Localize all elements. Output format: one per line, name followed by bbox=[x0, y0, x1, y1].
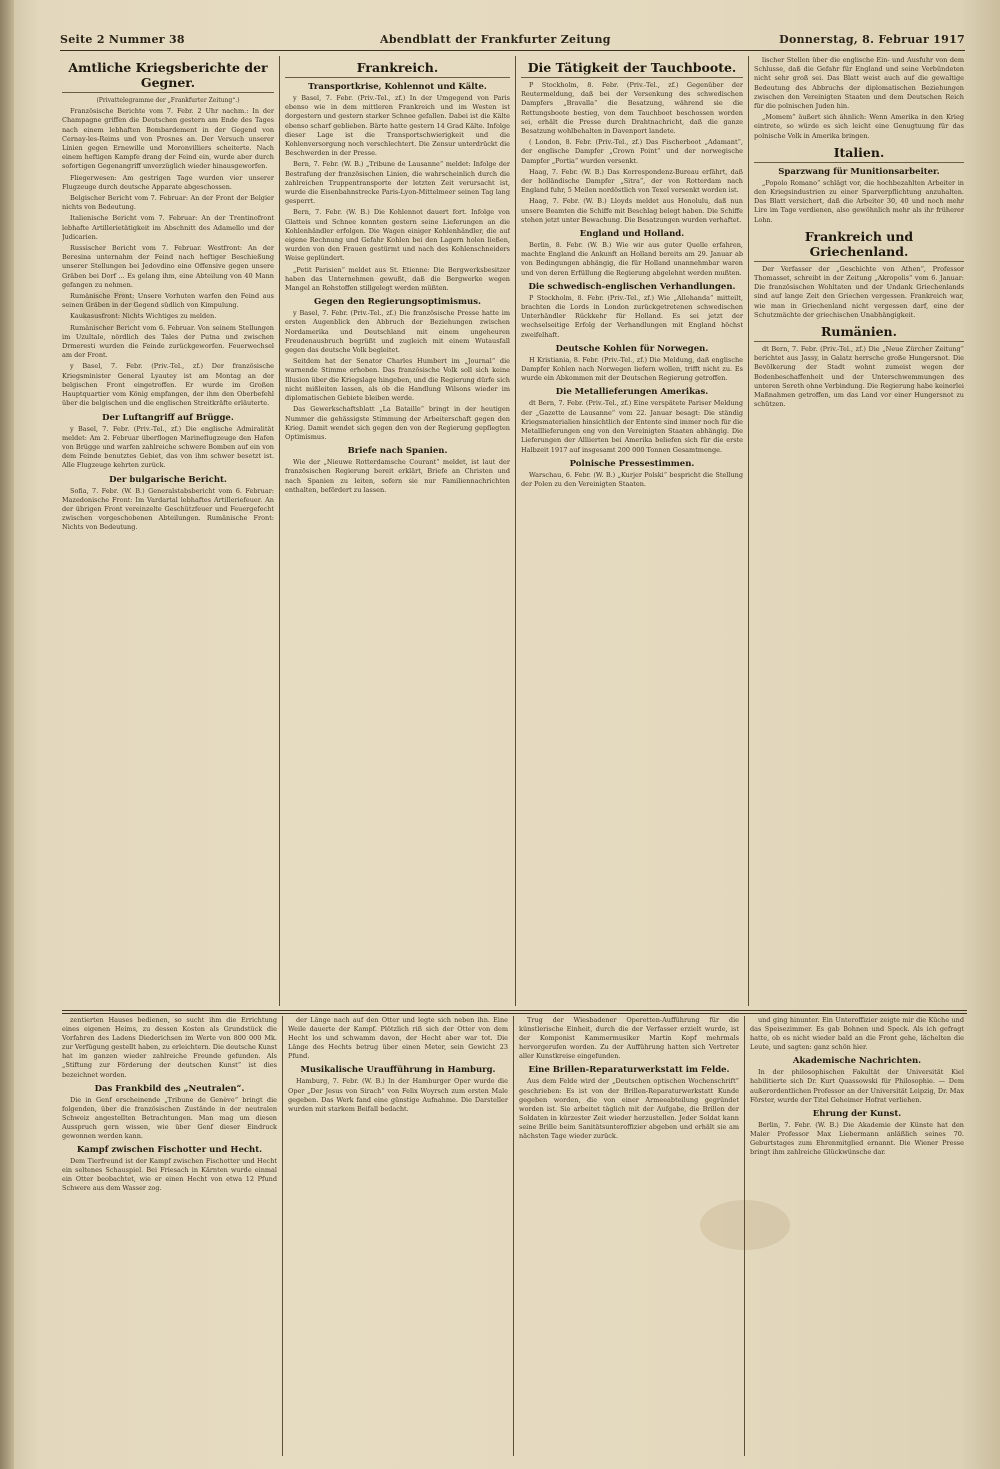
paragraph: Belgischer Bericht vom 7. Februar: An der Front der Belgier nichts von Bedeutung. bbox=[62, 194, 274, 212]
paragraph: P Stockholm, 8. Febr. (Priv.-Tel., zf.) Gegenüber der Reutermeldung, daß bei der Versenkung des schwedischen Dampfers „Bravalla“ die Besatzung, während sie die Rettungsboote bestieg, von dem Tauchboot beschossen worden sei, erhält die Presse durch Drahtnachricht, daß die ganze Besatzung wohlbehalten in Davenport landete. bbox=[521, 81, 743, 136]
subheading: Transportkrise, Kohlennot und Kälte. bbox=[308, 82, 487, 92]
paragraph: Hamburg, 7. Febr. (W. B.) In der Hamburger Oper wurde die Oper „Der Jesus von Sirach“ von Felix Woyrsch zum ersten Male gegeben. Das Werk fand eine günstige Aufnahme. Die Darsteller wurden mit starkem Beifall bedacht. bbox=[288, 1077, 508, 1113]
subheading: Musikalische Uraufführung in Hamburg. bbox=[300, 1065, 496, 1076]
feuilleton-column-3 bbox=[519, 1016, 739, 1456]
paragraph: zentierten Hauses bedienen, so sucht ihm die Errichtung eines eigenen Heims, zu dessen Kosten als Grundstück die Vorfahren des Ladens Diederichsen im Werte von 800 000 Mk. zur Verfügung gestellt haben, zu erleichtern. Die deutsche Kunst hat im ganzen wieder zahlreiche Freunde gefunden. Als „Stiftung zur Förderung der deutschen Kunst“ ist dies bezeichnet worden. bbox=[62, 1016, 277, 1079]
paragraph: „Petit Parisien“ meldet aus St. Etienne: Die Bergwerksbesitzer haben das Unternehmen gewußt, daß die Bergwerke wegen Mangel an Rohstoffen stillgelegt werden müßten. bbox=[285, 265, 510, 293]
column-4 bbox=[754, 56, 964, 1006]
paragraph: Bern, 7. Febr. (W. B.) „Tribune de Lausanne“ meldet: Infolge der Bestrafung der französischen Linien, die wahrscheinlich durch die zahlreichen Truppentransporte der letzten Zeit verursacht ist, wurde die Eisenbahnstrecke Paris-Lyon-Mittelmeer seinen Tag lang gesperrt. bbox=[285, 160, 510, 206]
paragraph: Kaukasusfront: Nichts Wichtiges zu melden. bbox=[70, 312, 217, 321]
paragraph: Wie der „Nieuwe Rotterdamsche Courant“ meldet, ist laut der französischen Regierung bereit erklärt, Briefe an Christen und nach Spanien zu leiten, sofern sie nur Familiennachrichten enthalten, befördert zu lassen. bbox=[285, 458, 510, 494]
column-2 bbox=[285, 56, 510, 1006]
page-number: Seite 2 Nummer 38 bbox=[60, 33, 185, 46]
column-3 bbox=[521, 56, 743, 1006]
paragraph: „Popolo Romano“ schlägt vor, die hochbezahlten Arbeiter in den Kriegsindustrien zu einer Sparverpflichtung anzuhalten. Das Blatt versichert, daß die Arbeiter 30, 40 und noch mehr Lire im Tage verdienen, also gewöhnlich mehr als ihr früherer Lohn. bbox=[754, 178, 964, 224]
column-rule bbox=[744, 1016, 745, 1456]
paragraph: dt Bern, 7. Febr. (Priv.-Tel., zf.) Die „Neue Zürcher Zeitung“ berichtet aus Jassy, in Galatz herrsche große Hungersnot. Die Bevölkerung der Stadt wohnt zumeist wegen der Bodenbeschaffenheit und der Unterschwemmungen des unteren Sereth ohne Verbindung. Die Regierung habe keinerlei Maßnahmen getroffen, um das Land vor einer Hungersnot zu schützen. bbox=[754, 345, 964, 409]
paragraph: Dem Tierfreund ist der Kampf zwischen Fischotter und Hecht ein seltenes Schauspiel. Bei Friesach in Kärnten wurde einmal ein Otter beobachtet, wie er einen Hecht von etwa 12 Pfund Schwere aus dem Wasser zog. bbox=[62, 1157, 277, 1193]
feuilleton-column-4 bbox=[750, 1016, 964, 1456]
paragraph: y Basel, 7. Febr. (Priv.-Tel., zf.) In der Umgegend von Paris ebenso wie in dem mittleren Frankreich und im Westen ist dorgestern und gestern starker Schnee gefallen. Dabei ist die Kälte ebenso scharf geblieben. Bärte hatte gestern 14 Grad Kälte. Infolge dieser Lage ist die Transportschwierigkeit und die Kohlenversorgung noch verschlechtert. Die Zensur unterdrückt die Beschwerden in der Presse. bbox=[285, 94, 510, 158]
column-rule bbox=[282, 1016, 283, 1456]
article-heading: Amtliche Kriegsberichte der Gegner. bbox=[62, 60, 274, 93]
paragraph: In der philosophischen Fakultät der Universität Kiel habilitierte sich Dr. Kurt Quassowski für Philosophie. — Dem außerordentlichen Professor an der Universität Leipzig, Dr. Max Förster, wurde der Titel Geheimer Hofrat verliehen. bbox=[750, 1068, 964, 1104]
paragraph: y Basel, 7. Febr. (Priv.-Tel., zf.) Die französische Presse hatte im ersten Augenblick den Abbruch der Beziehungen zwischen Nordamerika und Deutschland mit einem ungeheuren Freudenausbruch begrüßt und zugleich mit einem Wutausfall gegen das deutsche Volk begleitet. bbox=[285, 309, 510, 355]
subheading: Ehrung der Kunst. bbox=[812, 1108, 902, 1119]
paragraph: und ging hinunter. Ein Unteroffizier zeigte mir die Küche und das Speisezimmer. Es gab Bohnen und Speck. Als ich gefragt hatte, ob es nicht wieder bald an die Front gehe, lächelten die Leute, und sagten: ganz schön hier. bbox=[750, 1016, 964, 1052]
subheading: Sparzwang für Munitionsarbeiter. bbox=[778, 166, 940, 177]
paragraph: y Basel, 7. Febr. (Priv.-Tel., zf.) Der französische Kriegsminister General Lyautey ist am Montag an der belgischen Front eingetroffen. Er wurde im Großen Hauptquartier vom König empfangen, der ihm den Oberbefehl über die belgischen und die englischen Streitkräfte erläuterte. bbox=[62, 362, 274, 408]
paragraph: Das Gewerkschaftsblatt „La Bataille“ bringt in der heutigen Nummer die gehässigste Stimmung der Arbeiterschaft gegen den Krieg. Damit wendet sich gegen den von der Regierung gepflegten Optimismus. bbox=[285, 405, 510, 441]
paragraph: Der Verfasser der „Geschichte von Athen“, Professor Thomasset, schreibt in der Zeitung „Akropolis“ vom 6. Januar: Die französischen Wohltaten und der Undank Griechenlands sind auf lange Zeit den Griechen vergessen. Frankreich war, wie man in Griechenland nicht vergessen darf, eine der Schutzmächte der griechischen Unabhängigkeit. bbox=[754, 264, 964, 319]
page-header bbox=[60, 30, 965, 51]
feuilleton-column-2 bbox=[288, 1016, 508, 1456]
paragraph: Haag, 7. Febr. (W. B.) Lloyds meldet aus Honolulu, daß nun unsere Beamten die Schiffe mit Beschlag belegt haben. Die Schiffe stehen jetzt unter Bewachung. Die Besatzungen wurden verhaftet. bbox=[521, 197, 743, 224]
paragraph: Italienische Bericht vom 7. Februar: An der Trentinofront lebhafte Artillerietätigkeit im Abschnitt des Adamello und der Judicarien. bbox=[62, 214, 274, 241]
subheading: Deutsche Kohlen für Norwegen. bbox=[555, 343, 709, 354]
column-rule bbox=[748, 56, 749, 1006]
paragraph: Berlin, 7. Febr. (W. B.) Die Akademie der Künste hat den Maler Professor Max Liebermann anläßlich seines 70. Geburtstages zum Ehrenmitglied ernannt. Die Wiener Presse bringt ihm zahlreiche Glückwünsche dar. bbox=[750, 1120, 964, 1157]
paragraph: Haag, 7. Febr. (W. B.) Das Korrespondenz-Bureau erfährt, daß der holländische Dampfer „Sitra“, der von Rotterdam nach England fuhr, 5 Meilen nordöstlich von Texel versenkt worden ist. bbox=[521, 167, 743, 195]
paragraph: Warschau, 6. Febr. (W. B.) „Kurjer Polski“ bespricht die Stellung der Polen zu den Vereinigten Staaten. bbox=[521, 470, 743, 488]
column-1 bbox=[62, 56, 274, 1006]
paragraph: dt Bern, 7. Febr. (Priv.-Tel., zf.) Eine verspätete Pariser Meldung der „Gazette de Lausanne“ vom 22. Januar besagt: Die ständig Kriegsmaterialien hinsichtlich der Entente sind immer noch für die Metalllieferungen eng von den Vereinigten Staaten abhängig. Die Lieferungen der Alliierten bei Amerika beliefen sich für die erste Halbzeit 1917 auf insgesamt 200 000 Tonnen Gesamtmenge. bbox=[521, 399, 743, 454]
column-rule bbox=[515, 56, 516, 1006]
paragraph: lischer Stellen über die englische Ein- und Ausfuhr von dem Schlusse, daß die Gefahr für England und seine Verbündeten nicht sehr groß sei. Das Blatt weist auch auf die gewaltige Bedeutung des Abbruchs der diplomatischen Beziehungen zwischen den Vereinigten Staaten und dem Deutschen Reich für die polnischen Juden hin. bbox=[754, 56, 964, 111]
paragraph: Bern, 7. Febr. (W. B.) Die Kohlennot dauert fort. Infolge von Glatteis und Schnee konnten gestern seine Lieferungen an die Kohlenhändler erfolgen. Die Wagen einiger Kohlenhändler, die auf eigene Rechnung und Gefahr Kohlen bei den Lagern holen ließen, wurden von den Frauen gestürmt und nach des Kohlenschneiders Weise geplündert. bbox=[285, 208, 510, 263]
paragraph: H Kristiania, 8. Febr. (Priv.-Tel., zf.) Die Meldung, daß englische Dampfer Kohlen nach Norwegen liefern wollen, trifft nicht zu. Es wurde ein Abkommen mit der Deutschen Regierung getroffen. bbox=[521, 355, 743, 383]
subheading: Briefe nach Spanien. bbox=[347, 446, 448, 457]
paragraph: y Basel, 7. Febr. (Priv.-Tel., zf.) Die englische Admiralität meldet: Am 2. Februar überflogen Marineflugzeuge den Hafen von Brügge und warfen zahlreiche schwere Bomben auf ein von dem Feinde benutztes Gebiet, das von ihm schwer besetzt ist. Alle Flugzeuge kehrten zurück. bbox=[62, 424, 274, 470]
paragraph: der Länge nach auf den Otter und legte sich neben ihn. Eine Weile dauerte der Kampf. Plötzlich riß sich der Otter von dem Hecht los und schwamm davon, der Hecht aber war tot. Die Länge des Hechts betrug über einen Meter, sein Gewicht 23 Pfund. bbox=[288, 1016, 508, 1061]
paragraph: Russischer Bericht vom 7. Februar. Westfront: An der Beresina unternahm der Feind nach heftiger Beschießung unserer Stellungen bei Jedovdino eine Offensive gegen unsere Gräben bei Dorf ... Es gelang ihm, eine Abteilung von 40 Mann gefangen zu nehmen. bbox=[62, 244, 274, 289]
article-heading: Frankreich und Griechenland. bbox=[754, 229, 964, 262]
paragraph: Trug der Wiesbadener Operetten-Aufführung für die künstlerische Einheit, durch die der Verfasser erzielt wurde, ist der Komponist Kammermusiker Martin Kopf mehrmals hervorgerufen worden. Zu der Aufführung hatten sich Vertreter aller Kunstkreise eingefunden. bbox=[519, 1016, 739, 1061]
subheading: Die schwedisch-englischen Verhandlungen. bbox=[528, 281, 736, 292]
paragraph: Fliegerwesen: Am gestrigen Tage wurden vier unserer Flugzeuge durch deutsche Apparate abgeschossen. bbox=[62, 173, 274, 191]
subheading: Gegen den Regierungsoptimismus. bbox=[314, 297, 481, 308]
paragraph: Rumänische Front: Unsere Vorhuten warfen den Feind aus seinen Gräben in der Gegend südlich von Kimpulung. bbox=[62, 292, 274, 310]
feuilleton-rule bbox=[62, 1013, 967, 1014]
subheading: Kampf zwischen Fischotter und Hecht. bbox=[76, 1145, 263, 1156]
paragraph: Berlin, 8. Febr. (W. B.) Wie wir aus guter Quelle erfahren, machte England die Ankunft an Holland bereits am 29. Januar ab von Bedingungen abhängig, die für Holland unannehmbar waren und von deren Erfüllung die Regierung abgelehnt werden mußten. bbox=[521, 241, 743, 277]
issue-date: Donnerstag, 8. Februar 1917 bbox=[779, 33, 965, 46]
article-heading: Die Tätigkeit der Tauchboote. bbox=[521, 60, 743, 78]
subheading: Das Frankbild des „Neutralen“. bbox=[94, 1083, 245, 1094]
subheading: Die Metallieferungen Amerikas. bbox=[555, 387, 709, 398]
paragraph: Die in Genf erscheinende „Tribune de Genève“ bringt die folgenden, über die französischen Zustände in der neutralen Schweiz angestellten Betrachtungen. Man mag um diesen Ausspruch gern wissen, wie über Genf dieser Eindruck gewonnen werden kann. bbox=[62, 1095, 277, 1141]
feuilleton-column-1 bbox=[62, 1016, 277, 1456]
subheading: Der bulgarische Bericht. bbox=[109, 474, 227, 485]
paragraph: Rumänischer Bericht vom 6. Februar. Von seinem Stellungen im Uzultale, nördlich des Tales der Putna und zwischen Drmeresti wurden die Feinde zurückgeworfen. Feuerwechsel am der Front. bbox=[62, 323, 274, 360]
paragraph: ( London, 8. Febr. (Priv.-Tel., zf.) Das Fischerboot „Adamant“, der englische Dampfer „Crown Point“ und der norwegische Dampfer „Portia“ wurden versenkt. bbox=[521, 138, 743, 165]
article-heading: Italien. bbox=[754, 145, 964, 163]
paragraph: Aus dem Felde wird der „Deutschen optischen Wochenschrift“ geschrieben: Es ist von der Brillen-Reparaturwerkstatt Kunde gegeben worden, die von einer Armeeabteilung gegründet worden ist. Sie arbeitet täglich mit der Aufgabe, die Brillen der Soldaten in kürzester Zeit wieder herzustellen. Jeder Soldat kann seine Brille beim Sanitätsunteroffizier abgeben und erhält sie am nächsten Tage wieder zurück. bbox=[519, 1077, 739, 1141]
paragraph: P Stockholm, 8. Febr. (Priv.-Tel., zf.) Wie „Allehanda“ mitteilt, brachten die Lords in London zurückgetretenen schwedischen Unterhändler Rückkehr für Holland. Es sei jetzt der wechselseitige Erfolg der Verhandlungen mit England höchst zweifelhaft. bbox=[521, 293, 743, 339]
subheading: Polnische Pressestimmen. bbox=[569, 458, 695, 469]
article-note: (Privattelegramme der „Frankfurter Zeitung“.) bbox=[96, 97, 240, 104]
paragraph: Französische Berichte vom 7. Febr. 2 Uhr nachm.: In der Champagne griffen die Deutschen gestern am Ende des Tages nach einem lebhaften Bombardement in der Gegend von Cernay-les-Reims und von Prosnes an. Der Versuch unserer Linien gegen Ernewille und Moronvilliers scheiterte. Nach einem heftigen Kampfe drang der Feind ein, wurde aber durch sofortigen Gegenangriff unverzüglich wieder hinausgeworfen. bbox=[62, 107, 274, 171]
column-rule bbox=[279, 56, 280, 1006]
subheading: Akademische Nachrichten. bbox=[792, 1056, 922, 1067]
paragraph: „Momem“ äußert sich ähnlich: Wenn Amerika in den Krieg eintrete, so würde es sich leicht eine Genugtuung für das polnische Volk in Amerika bringen. bbox=[754, 113, 964, 140]
subheading: England und Holland. bbox=[579, 229, 685, 240]
column-rule bbox=[513, 1016, 514, 1456]
article-heading: Frankreich. bbox=[285, 60, 510, 78]
paragraph: Seitdem hat der Senator Charles Humbert im „Journal“ die warnende Stimme erhoben. Das französische Volk soll sich keine Illusion über die Kriegslage hingeben, und die Regierung dürfe sich nicht mißleiten lassen, als ob die Handlung Wilsons wieder im diplomatischen Gebiete bleiben werde. bbox=[285, 357, 510, 403]
article-heading: Rumänien. bbox=[754, 324, 964, 342]
book-binding bbox=[0, 0, 14, 1469]
paragraph: Sofia, 7. Febr. (W. B.) Generalstabsbericht vom 6. Februar: Mazedonische Front: Im Vardartal lebhaftes Artilleriefeuer. An der übrigen Front vereinzelte Geschützfeuer und Feuergefecht zwischen vorgeschobenen Abteilungen. Rumänische Front: Nichts von Bedeutung. bbox=[62, 486, 274, 532]
subheading: Der Luftangriff auf Brügge. bbox=[102, 412, 234, 423]
subheading: Eine Brillen-Reparaturwerkstatt im Felde. bbox=[528, 1065, 730, 1076]
newspaper-title: Abendblatt der Frankfurter Zeitung bbox=[380, 33, 611, 46]
feuilleton-rule bbox=[62, 1010, 967, 1011]
